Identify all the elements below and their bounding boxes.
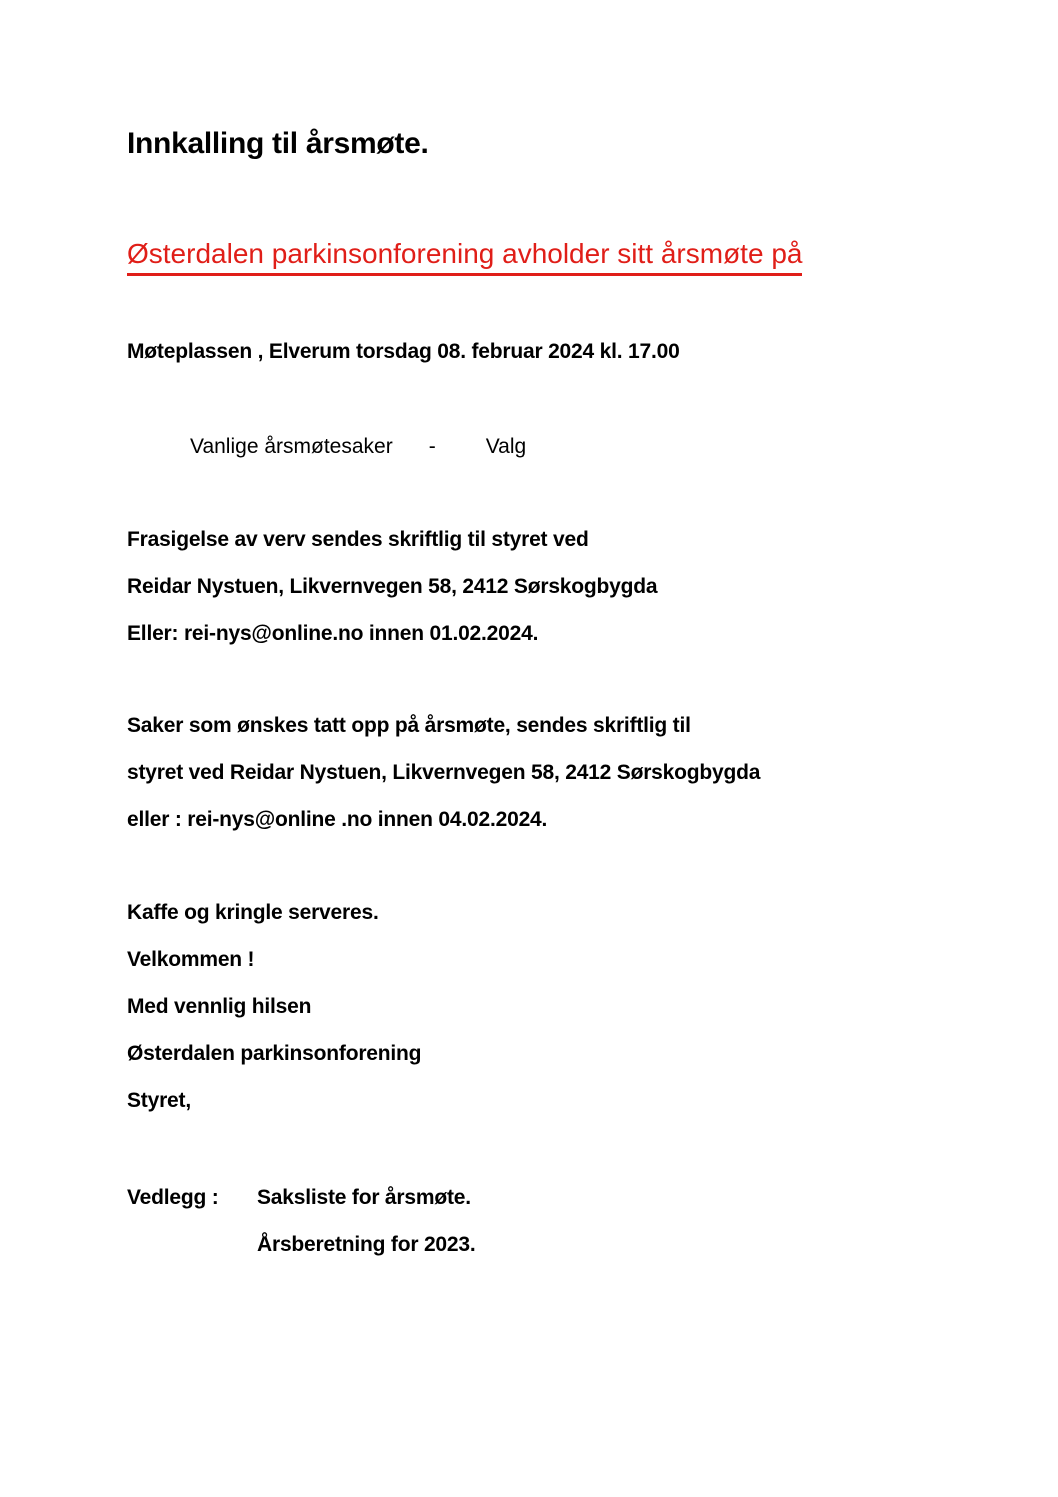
closing-block — [127, 889, 978, 1124]
agenda-separator: - — [428, 435, 436, 458]
attachments-list — [257, 1174, 476, 1268]
resignation-line-1: Frasigelse av verv sendes skriftlig til styret ved — [127, 528, 589, 551]
agenda-item-1: Vanlige årsmøtesaker — [190, 435, 393, 458]
closing-line-5: Styret, — [127, 1089, 191, 1112]
closing-line-1: Kaffe og kringle serveres. — [127, 901, 379, 924]
page-title: Innkalling til årsmøte. — [127, 127, 429, 160]
resignation-notice — [127, 516, 978, 657]
meeting-heading-text: Østerdalen parkinsonforening avholder sitt årsmøte på — [127, 238, 802, 276]
meeting-place-date: Møteplassen , Elverum torsdag 08. februar 2024 kl. 17.00 — [127, 340, 680, 363]
closing-line-4: Østerdalen parkinsonforening — [127, 1042, 422, 1065]
attachment-item-2: Årsberetning for 2023. — [257, 1233, 476, 1256]
attachment-item-1: Saksliste for årsmøte. — [257, 1186, 471, 1209]
closing-line-3: Med vennlig hilsen — [127, 995, 312, 1018]
proposals-line-3: eller : rei-nys@online .no innen 04.02.2024. — [127, 808, 548, 831]
proposals-line-2: styret ved Reidar Nystuen, Likvernvegen 58, 2412 Sørskogbygda — [127, 761, 761, 784]
resignation-line-2: Reidar Nystuen, Likvernvegen 58, 2412 Sørskogbygda — [127, 575, 658, 598]
proposals-line-1: Saker som ønskes tatt opp på årsmøte, sendes skriftlig til — [127, 714, 691, 737]
closing-line-2: Velkommen ! — [127, 948, 255, 971]
attachments-block — [127, 1174, 978, 1268]
agenda-line — [127, 432, 978, 462]
meeting-heading — [127, 235, 978, 273]
resignation-line-3: Eller: rei-nys@online.no innen 01.02.2024. — [127, 622, 539, 645]
proposals-notice — [127, 702, 978, 843]
agenda-item-2: Valg — [485, 435, 527, 458]
attachments-label: Vedlegg : — [127, 1186, 219, 1209]
